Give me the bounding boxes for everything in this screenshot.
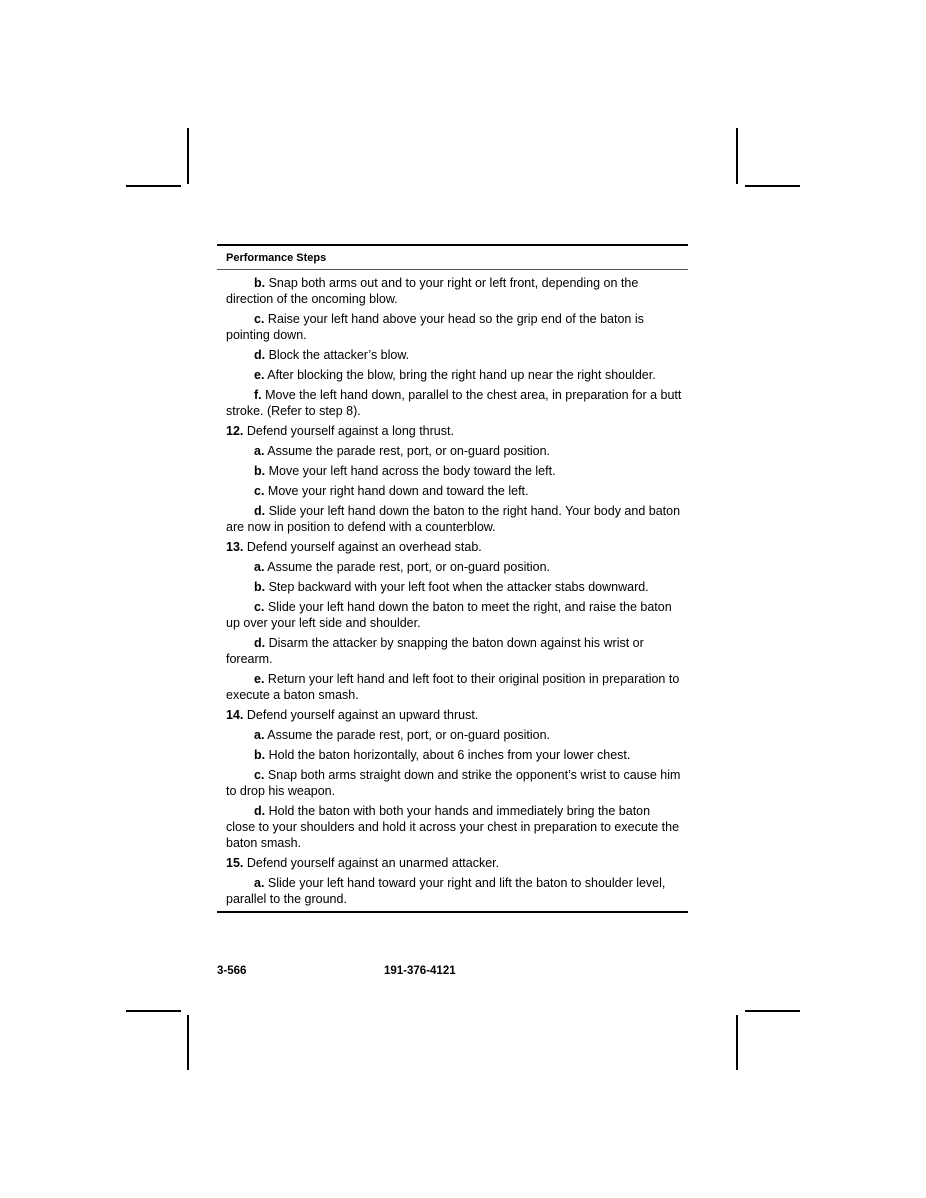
- step-label: b.: [254, 748, 266, 762]
- step-text: Raise your left hand above your head so the grip end of the baton is pointing down.: [226, 312, 644, 342]
- substep-item: [226, 275, 682, 307]
- substep-item: [226, 347, 682, 363]
- step-item: [226, 539, 682, 555]
- step-item: [226, 855, 682, 871]
- page-number: 3-566: [217, 965, 247, 977]
- step-label: c.: [254, 600, 265, 614]
- step-label: a.: [254, 560, 265, 574]
- crop-mark-top-left-vertical: [187, 128, 189, 184]
- step-label: e.: [254, 672, 265, 686]
- substep-item: [226, 483, 682, 499]
- step-text: Block the attacker’s blow.: [268, 348, 410, 362]
- step-text: Slide your left hand toward your right and lift the baton to shoulder level, parallel to the ground.: [226, 876, 666, 906]
- step-text: Snap both arms straight down and strike the opponent’s wrist to cause him to drop his weapon.: [226, 768, 681, 798]
- step-text: Move the left hand down, parallel to the chest area, in preparation for a butt stroke. (Refer to step 8).: [226, 388, 682, 418]
- crop-mark-top-left-horizontal: [126, 185, 181, 187]
- crop-mark-top-right-horizontal: [745, 185, 800, 187]
- step-text: Defend yourself against an upward thrust.: [246, 708, 479, 722]
- step-text: Move your right hand down and toward the left.: [267, 484, 529, 498]
- step-text: Snap both arms out and to your right or left front, depending on the direction of the oncoming blow.: [226, 276, 639, 306]
- crop-mark-bottom-left-horizontal: [126, 1010, 181, 1012]
- crop-mark-bottom-right-vertical: [736, 1015, 738, 1070]
- step-label: d.: [254, 804, 266, 818]
- step-label: c.: [254, 312, 265, 326]
- step-label: 13.: [226, 540, 244, 554]
- step-label: a.: [254, 444, 265, 458]
- substep-item: [226, 767, 682, 799]
- substep-item: [226, 747, 682, 763]
- step-text: Defend yourself against an unarmed attacker.: [246, 856, 500, 870]
- substep-item: [226, 579, 682, 595]
- step-text: Assume the parade rest, port, or on-guard position.: [267, 444, 551, 458]
- page-content: [217, 244, 688, 913]
- substep-item: [226, 387, 682, 419]
- step-text: Hold the baton horizontally, about 6 inches from your lower chest.: [268, 748, 631, 762]
- step-text: Return your left hand and left foot to their original position in preparation to execute a baton smash.: [226, 672, 680, 702]
- substep-item: [226, 727, 682, 743]
- step-text: Step backward with your left foot when the attacker stabs downward.: [268, 580, 649, 594]
- step-label: b.: [254, 580, 266, 594]
- substep-item: [226, 599, 682, 631]
- substep-item: [226, 311, 682, 343]
- step-label: 12.: [226, 424, 244, 438]
- step-text: Move your left hand across the body toward the left.: [268, 464, 556, 478]
- substep-item: [226, 875, 682, 907]
- substep-item: [226, 671, 682, 703]
- step-text: Defend yourself against an overhead stab.: [246, 540, 482, 554]
- crop-mark-top-right-vertical: [736, 128, 738, 184]
- step-item: [226, 423, 682, 439]
- step-item: [226, 707, 682, 723]
- step-label: 15.: [226, 856, 244, 870]
- step-label: c.: [254, 484, 265, 498]
- step-text: Assume the parade rest, port, or on-guard position.: [267, 560, 551, 574]
- step-label: b.: [254, 276, 266, 290]
- step-label: f.: [254, 388, 262, 402]
- step-text: Slide your left hand down the baton to meet the right, and raise the baton up over your left side and shoulder.: [226, 600, 672, 630]
- step-text: Assume the parade rest, port, or on-guard position.: [267, 728, 551, 742]
- substep-item: [226, 635, 682, 667]
- crop-mark-bottom-right-horizontal: [745, 1010, 800, 1012]
- step-label: d.: [254, 504, 266, 518]
- substep-item: [226, 503, 682, 535]
- doc-number: 191-376-4121: [384, 965, 456, 977]
- substep-item: [226, 367, 682, 383]
- crop-mark-bottom-left-vertical: [187, 1015, 189, 1070]
- section-header: Performance Steps: [226, 252, 327, 264]
- step-text: Hold the baton with both your hands and immediately bring the baton close to your shoulders and hold it across your chest in preparation to execute the baton smash.: [226, 804, 680, 850]
- step-text: Slide your left hand down the baton to the right hand. Your body and baton are now in position to defend with a counterblow.: [226, 504, 681, 534]
- substep-item: [226, 463, 682, 479]
- step-text: Disarm the attacker by snapping the baton down against his wrist or forearm.: [226, 636, 644, 666]
- steps-list: [217, 270, 688, 907]
- step-label: d.: [254, 348, 266, 362]
- step-label: b.: [254, 464, 266, 478]
- substep-item: [226, 559, 682, 575]
- substep-item: [226, 443, 682, 459]
- step-label: d.: [254, 636, 266, 650]
- step-label: a.: [254, 728, 265, 742]
- step-label: e.: [254, 368, 265, 382]
- bottom-rule: [217, 911, 688, 913]
- step-text: After blocking the blow, bring the right hand up near the right shoulder.: [267, 368, 656, 382]
- step-label: c.: [254, 768, 265, 782]
- step-label: 14.: [226, 708, 244, 722]
- step-label: a.: [254, 876, 265, 890]
- substep-item: [226, 803, 682, 851]
- step-text: Defend yourself against a long thrust.: [246, 424, 454, 438]
